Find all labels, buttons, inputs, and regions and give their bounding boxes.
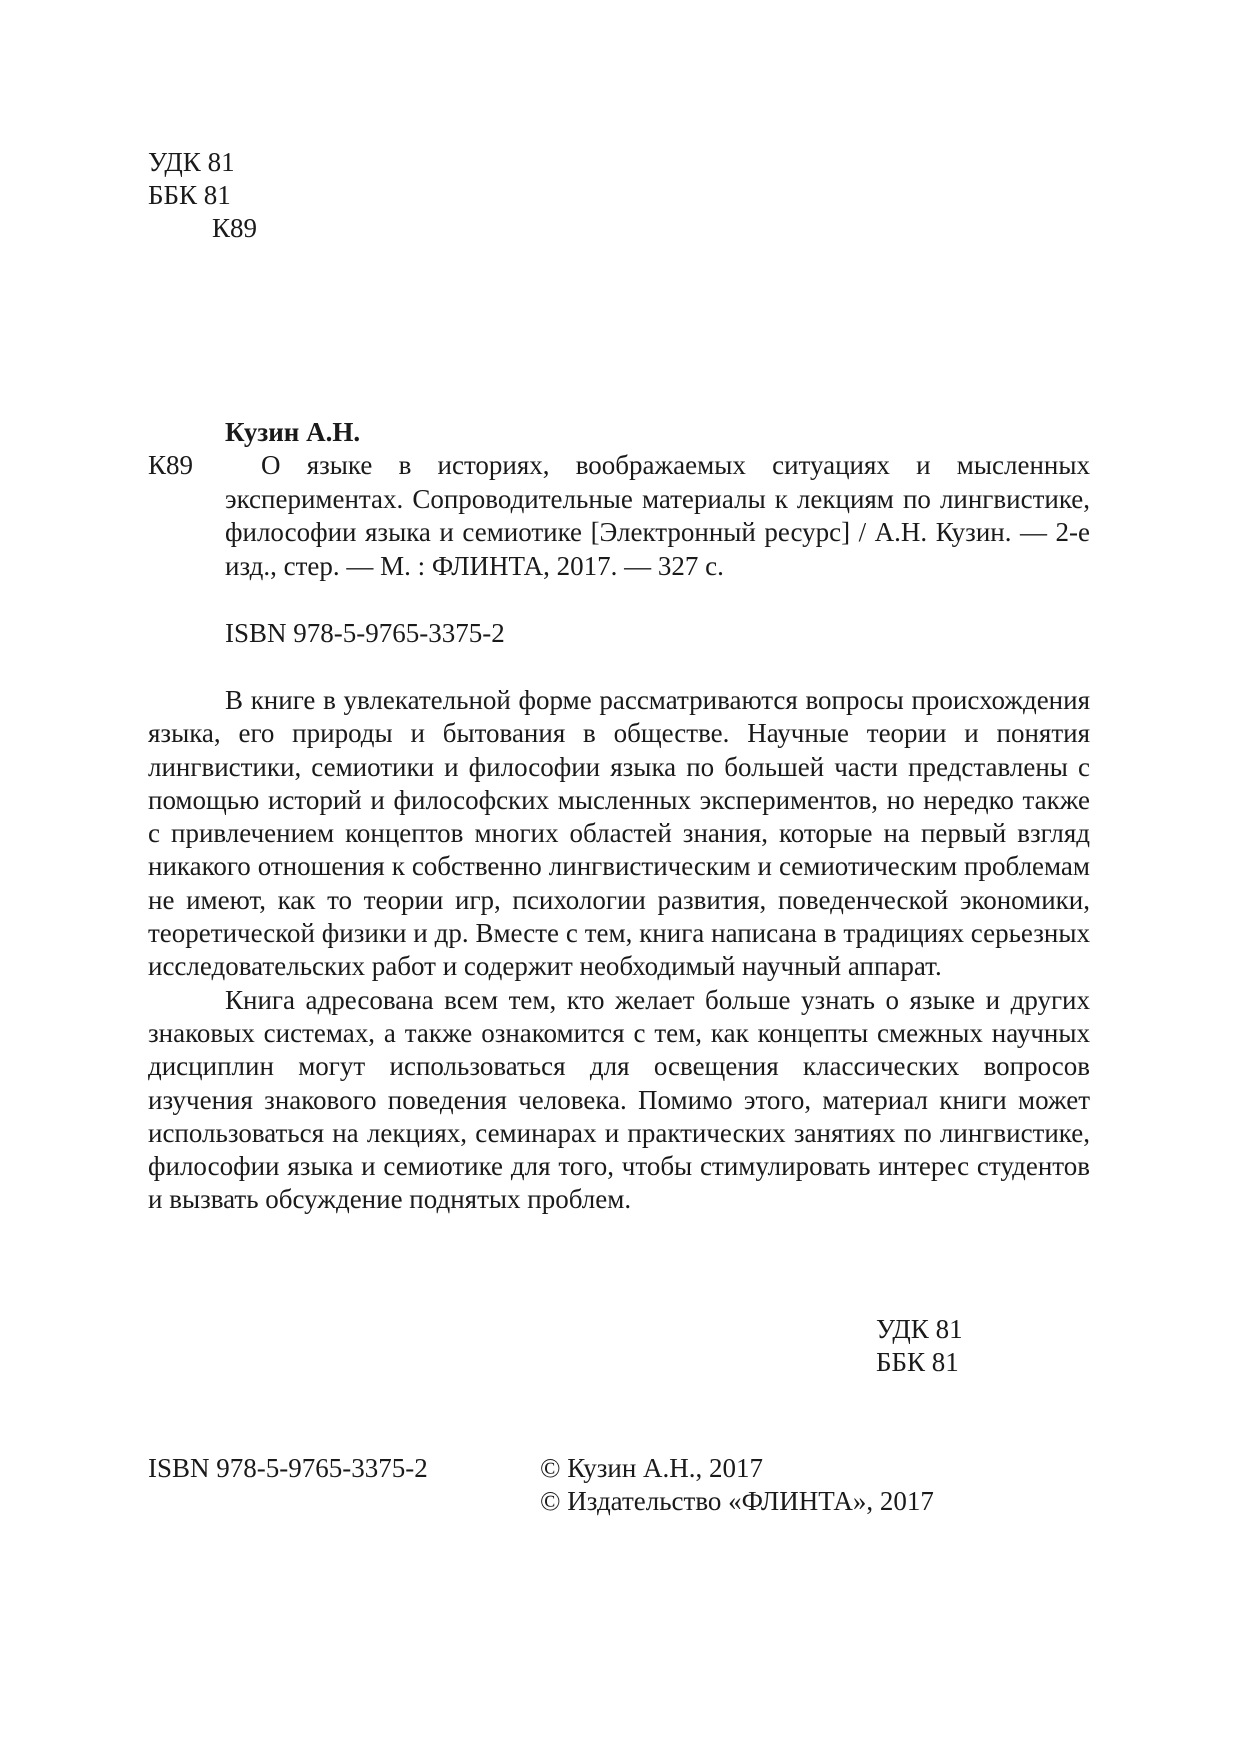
author-mark: К89 <box>148 450 194 480</box>
udk-header: УДК 81 <box>148 147 235 177</box>
isbn-record: ISBN 978-5-9765-3375-2 <box>225 618 505 648</box>
bbk-header: ББК 81 <box>148 180 231 210</box>
isbn-footer: ISBN 978-5-9765-3375-2 <box>148 1453 428 1483</box>
abstract <box>148 684 1090 1217</box>
copyright-author: © Кузин А.Н., 2017 <box>540 1453 764 1483</box>
author-mark-header: К89 <box>212 213 258 243</box>
copyright-publisher: © Издательство «ФЛИНТА», 2017 <box>540 1486 934 1516</box>
bbk-bottom: ББК 81 <box>876 1347 959 1377</box>
udk-bottom: УДК 81 <box>876 1314 963 1344</box>
author-name: Кузин А.Н. <box>225 417 361 447</box>
abstract-paragraph: Книга адресована всем тем, кто желает больше узнать о языке и других знаковых системах, а также ознакомится с тем, как концепты смежных научных дисциплин могут использоваться для освещения классических вопросов изучения знакового поведения человека. Помимо этого, материал книги может использоваться на лекциях, семинарах и практических занятиях по лингвистике, философии языка и семиотике для того, чтобы стимулировать интерес студентов и вызвать обсуждение поднятых проблем. <box>148 984 1090 1215</box>
bibliographic-description: О языке в историях, воображаемых ситуациях и мысленных экспериментах. Сопроводительные материалы к лекциям по лингвистике, философии языка и семиотике [Электронный ресурс] / А.Н. Кузин. — 2-е изд., стер. — М. : ФЛИНТА, 2017. — 327 с. <box>225 450 1090 581</box>
abstract-paragraph: В книге в увлекательной форме рассматриваются вопросы происхождения языка, его природы и бытования в обществе. Научные теории и понятия лингвистики, семиотики и философии языка по большей части представлены с помощью историй и философских мысленных экспериментов, но нередко также с привлечением концептов многих областей знания, которые на первый взгляд никакого отношения к собственно лингвистическим и семиотическим проблемам не имеют, как то теории игр, психологии развития, поведенческой экономики, теоретической физики и др. Вместе с тем, книга написана в традициях серьезных исследовательских работ и содержит необходимый научный аппарат. <box>148 685 1090 982</box>
